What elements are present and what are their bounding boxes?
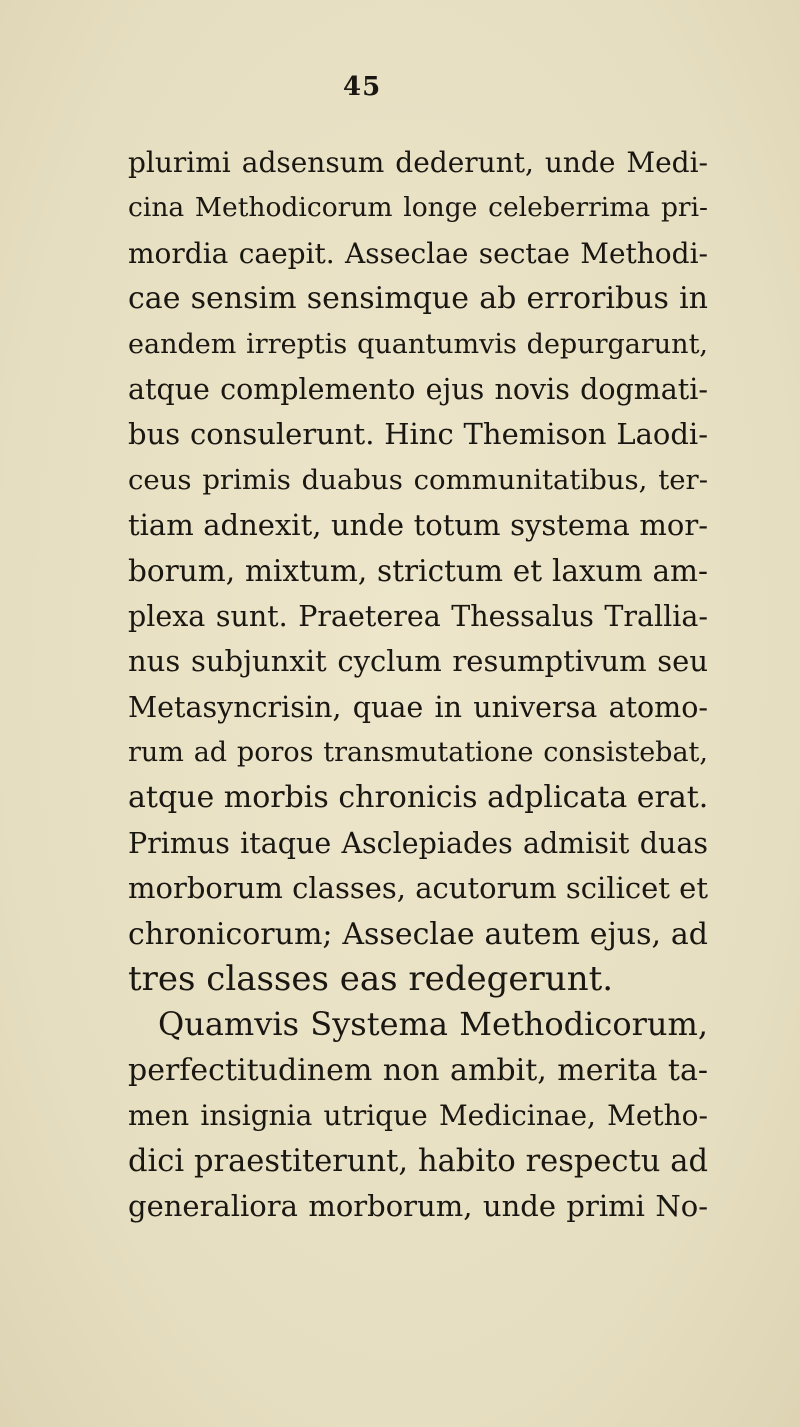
text-line: cae sensim sensimque ab erroribus in — [128, 281, 708, 317]
text-line: atque complemento ejus novis dogmati- — [128, 372, 708, 406]
text-line: rum ad poros transmutatione consistebat, — [128, 737, 708, 769]
text-line: men insignia utrique Medicinae, Metho- — [128, 1099, 708, 1133]
text-line: ceus primis duabus communitatibus, ter- — [128, 463, 708, 496]
text-line: morborum classes, acutorum scilicet et — [128, 871, 708, 906]
text-line: chronicorum; Asseclae autem ejus, ad — [128, 916, 708, 952]
text-line: plexa sunt. Praeterea Thessalus Trallia- — [128, 599, 708, 633]
text-line: bus consulerunt. Hinc Themison Laodi- — [128, 417, 708, 452]
body-text — [128, 140, 708, 1229]
text-line: Quamvis Systema Methodicorum, — [158, 1005, 708, 1044]
page-number: 45 — [343, 72, 382, 102]
text-line: Primus itaque Asclepiades admisit duas — [128, 826, 708, 860]
text-line: generaliora morborum, unde primi No- — [128, 1188, 708, 1223]
text-line: atque morbis chronicis adplicata erat. — [128, 780, 709, 816]
text-line: borum, mixtum, strictum et laxum am- — [128, 553, 708, 588]
text-line: tres classes eas redegerunt. — [128, 959, 614, 1000]
text-line: nus subjunxit cyclum resumptivum seu — [128, 644, 708, 679]
text-line: plurimi adsensum dederunt, unde Medi- — [128, 146, 708, 179]
text-line: dici praestiterunt, habito respectu ad — [128, 1143, 708, 1179]
text-line: perfectitudinem non ambit, merita ta- — [128, 1052, 708, 1088]
text-line: cina Methodicorum longe celeberrima pri- — [128, 192, 708, 224]
text-line: mordia caepit. Asseclae sectae Methodi- — [128, 236, 708, 270]
text-line: eandem irreptis quantumvis depurgarunt, — [128, 328, 708, 360]
text-line: Metasyncrisin, quae in universa atomo- — [128, 690, 708, 724]
text-line: tiam adnexit, unde totum systema mor- — [128, 508, 708, 543]
